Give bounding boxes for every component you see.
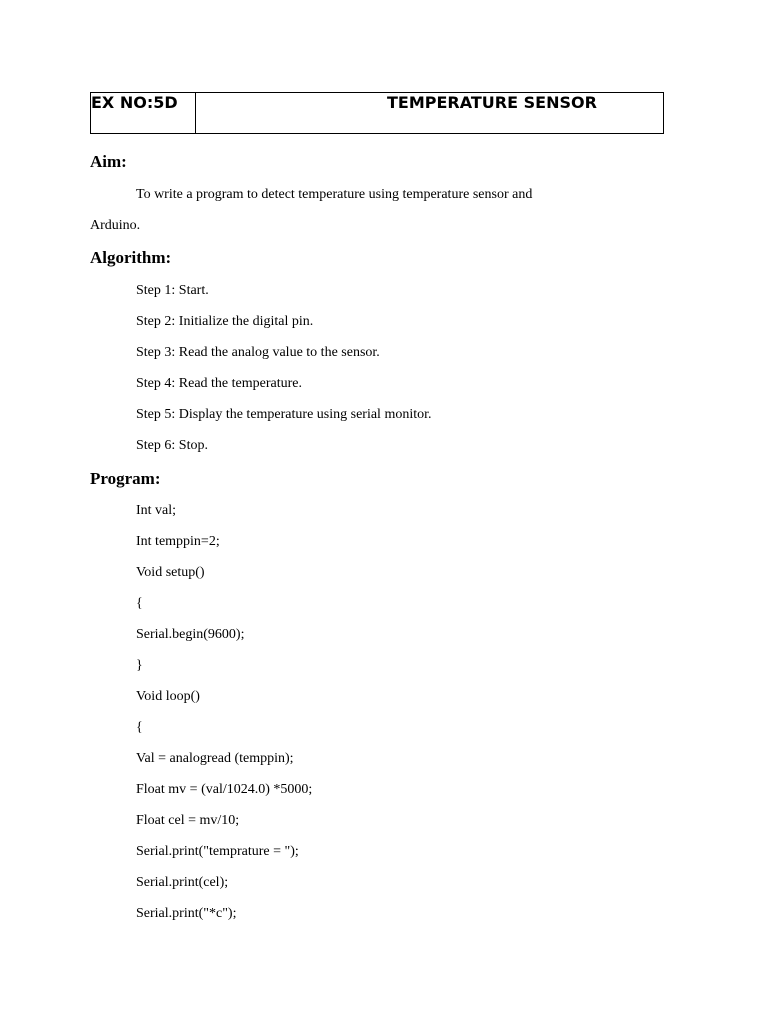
code-line: Void loop() [136,689,200,704]
experiment-header-box [90,92,664,134]
code-line: Serial.print("*c"); [136,906,237,921]
algorithm-step: Step 1: Start. [136,283,209,298]
code-line: Float mv = (val/1024.0) *5000; [136,782,313,797]
algorithm-step: Step 6: Stop. [136,438,208,453]
algorithm-step: Step 3: Read the analog value to the sensor. [136,345,380,360]
code-line: Serial.print(cel); [136,875,229,890]
program-heading: Program: [90,469,161,488]
code-line: Float cel = mv/10; [136,813,240,828]
aim-text-line-1: To write a program to detect temperature using temperature sensor and [136,187,533,202]
aim-heading: Aim: [90,152,127,171]
code-line: { [136,596,143,611]
algorithm-step: Step 4: Read the temperature. [136,376,302,391]
header-divider [195,93,196,133]
code-line: Serial.begin(9600); [136,627,245,642]
algorithm-step: Step 5: Display the temperature using serial monitor. [136,407,432,422]
code-line: Serial.print("temprature = "); [136,844,299,859]
code-line: Val = analogread (temppin); [136,751,294,766]
code-line: } [136,658,143,673]
code-line: Int val; [136,503,177,518]
code-line: Void setup() [136,565,205,580]
experiment-number: EX NO:5D [91,93,178,112]
experiment-title: TEMPERATURE SENSOR [387,93,597,112]
algorithm-step: Step 2: Initialize the digital pin. [136,314,314,329]
aim-text-line-2: Arduino. [90,218,141,233]
code-line: Int temppin=2; [136,534,220,549]
algorithm-heading: Algorithm: [90,248,172,267]
code-line: { [136,720,143,735]
